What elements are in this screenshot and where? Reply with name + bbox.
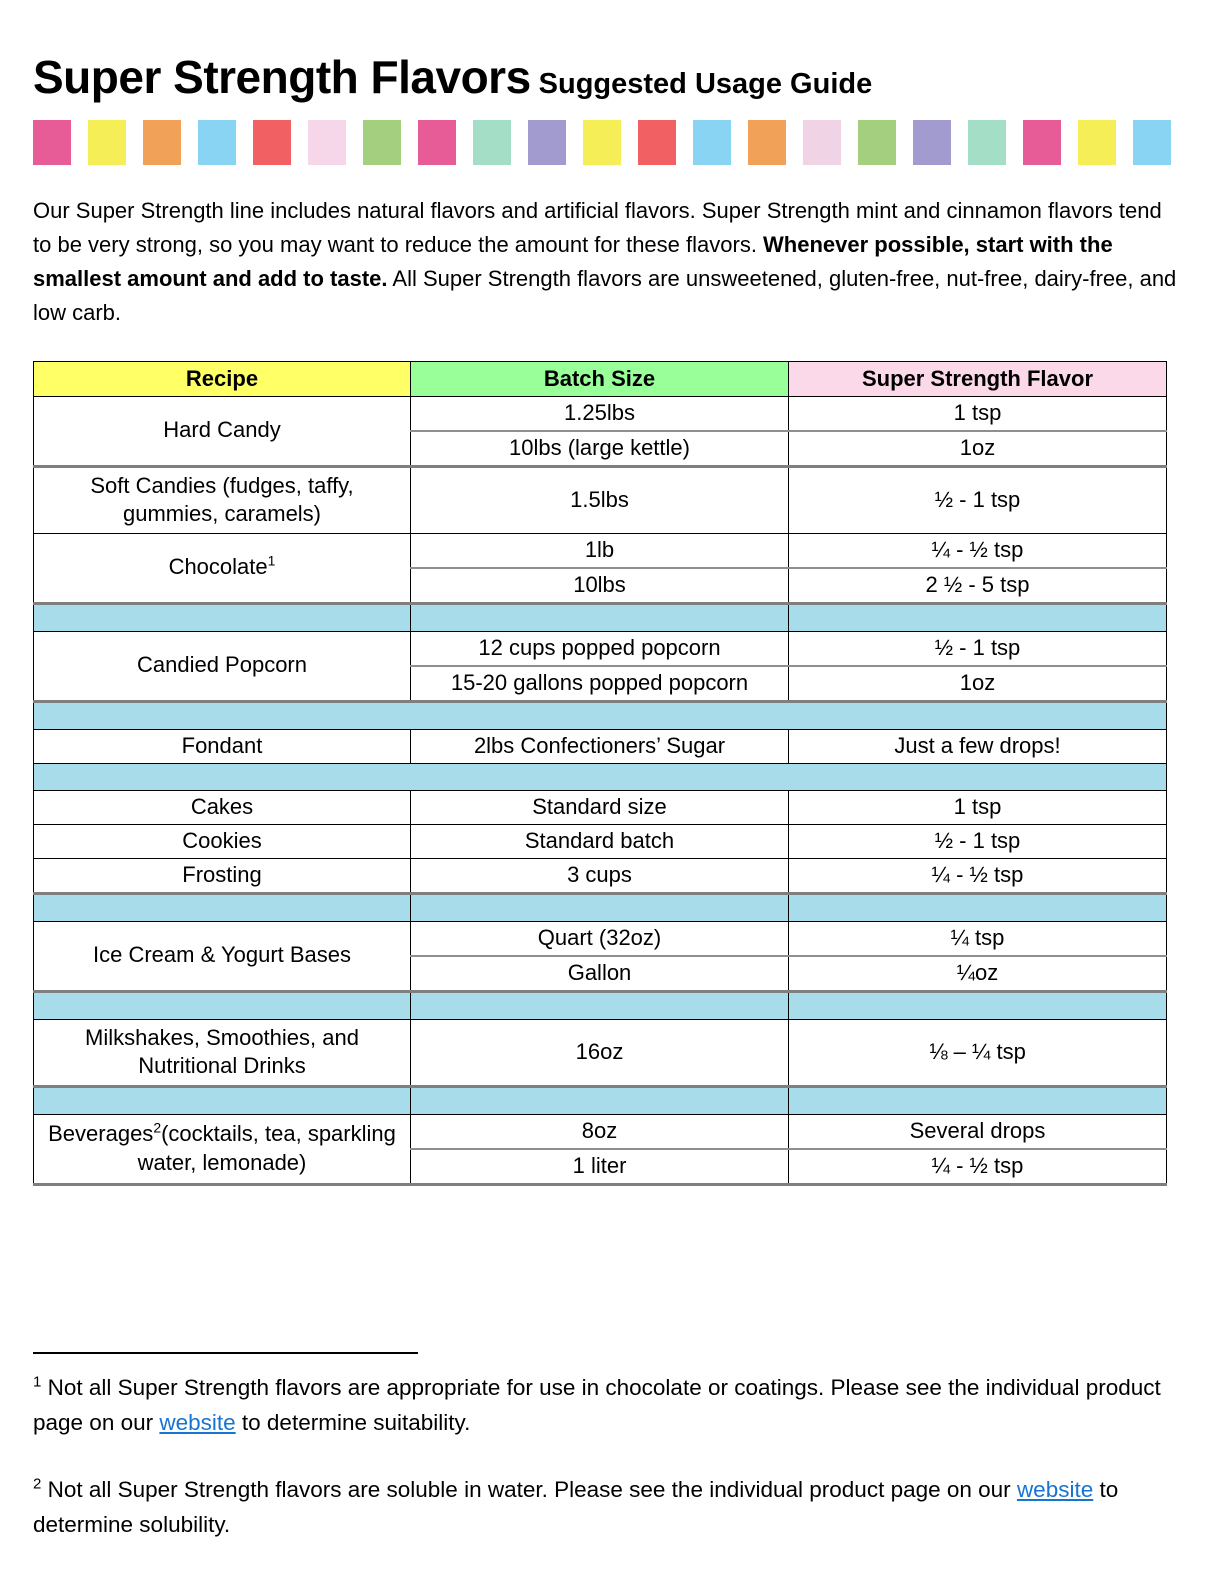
color-square bbox=[803, 120, 841, 165]
batch-size-cell: 1.5lbs bbox=[411, 466, 789, 533]
spacer-cell bbox=[789, 1086, 1167, 1114]
website-link[interactable]: website bbox=[1016, 1476, 1094, 1502]
flavor-cell: 1 tsp bbox=[789, 790, 1167, 824]
spacer-row bbox=[34, 603, 1167, 631]
color-square bbox=[638, 120, 676, 165]
table-row bbox=[34, 1019, 1167, 1086]
batch-size-cell: Quart (32oz) bbox=[411, 921, 789, 956]
batch-size-cell: 1 liter bbox=[411, 1149, 789, 1185]
spacer-cell bbox=[789, 603, 1167, 631]
batch-size-cell: 1.25lbs bbox=[411, 396, 789, 431]
color-square bbox=[143, 120, 181, 165]
spacer-cell bbox=[34, 893, 411, 921]
spacer-cell bbox=[34, 701, 1167, 729]
footnote-ref-1: 1 bbox=[267, 552, 276, 569]
page-title bbox=[33, 52, 1181, 103]
color-square bbox=[968, 120, 1006, 165]
batch-size-cell: 3 cups bbox=[411, 858, 789, 893]
flavor-cell: ¼ - ½ tsp bbox=[789, 533, 1167, 568]
color-square bbox=[1078, 120, 1116, 165]
flavor-cell: ½ - 1 tsp bbox=[789, 466, 1167, 533]
recipe-cell: Milkshakes, Smoothies, and Nutritional Drinks bbox=[34, 1019, 411, 1086]
recipe-cell: Hard Candy bbox=[34, 396, 411, 466]
flavor-cell: Several drops bbox=[789, 1114, 1167, 1149]
batch-size-cell: 10lbs bbox=[411, 568, 789, 604]
recipe-text-rest: (cocktails, tea, sparkling water, lemonade) bbox=[137, 1121, 396, 1175]
spacer-cell bbox=[411, 893, 789, 921]
flavor-cell: ¼ tsp bbox=[789, 921, 1167, 956]
table-row bbox=[34, 396, 1167, 431]
spacer-row bbox=[34, 763, 1167, 790]
color-square bbox=[1023, 120, 1061, 165]
intro-text-2: All Super Strength flavors are unsweetened, gluten-free, nut-free, dairy-free, and low carb. bbox=[33, 265, 1177, 325]
column-header-batch-size: Batch Size bbox=[411, 361, 789, 396]
batch-size-cell: Standard size bbox=[411, 790, 789, 824]
color-square bbox=[88, 120, 126, 165]
batch-size-cell: 12 cups popped popcorn bbox=[411, 631, 789, 666]
intro-paragraph bbox=[33, 194, 1181, 330]
flavor-cell: ¼oz bbox=[789, 956, 1167, 992]
color-square bbox=[528, 120, 566, 165]
color-square bbox=[1133, 120, 1171, 165]
recipe-cell bbox=[34, 533, 411, 603]
flavor-cell: Just a few drops! bbox=[789, 729, 1167, 763]
title-subtitle: Suggested Usage Guide bbox=[538, 68, 873, 100]
recipe-cell: Frosting bbox=[34, 858, 411, 893]
spacer-cell bbox=[789, 991, 1167, 1019]
spacer-cell bbox=[411, 603, 789, 631]
spacer-cell bbox=[34, 991, 411, 1019]
usage-table bbox=[33, 361, 1167, 1186]
recipe-cell: Candied Popcorn bbox=[34, 631, 411, 701]
table-row bbox=[34, 921, 1167, 956]
color-square bbox=[363, 120, 401, 165]
column-header-flavor: Super Strength Flavor bbox=[789, 361, 1167, 396]
flavor-cell: ½ - 1 tsp bbox=[789, 824, 1167, 858]
batch-size-cell: 1lb bbox=[411, 533, 789, 568]
flavor-cell: 1oz bbox=[789, 431, 1167, 467]
recipe-cell: Fondant bbox=[34, 729, 411, 763]
recipe-cell: Ice Cream & Yogurt Bases bbox=[34, 921, 411, 991]
color-bar bbox=[33, 120, 1181, 165]
table-row bbox=[34, 533, 1167, 568]
table-row bbox=[34, 824, 1167, 858]
spacer-cell bbox=[34, 763, 1167, 790]
flavor-cell: ¼ - ½ tsp bbox=[789, 1149, 1167, 1185]
color-square bbox=[308, 120, 346, 165]
spacer-cell bbox=[34, 1086, 411, 1114]
color-square bbox=[418, 120, 456, 165]
recipe-text: Beverages bbox=[48, 1121, 154, 1146]
batch-size-cell: 16oz bbox=[411, 1019, 789, 1086]
flavor-cell: 1 tsp bbox=[789, 396, 1167, 431]
flavor-cell: ⅛ – ¼ tsp bbox=[789, 1019, 1167, 1086]
table-row bbox=[34, 729, 1167, 763]
batch-size-cell: Standard batch bbox=[411, 824, 789, 858]
footnote-marker-1: 1 bbox=[33, 1373, 42, 1391]
table-row bbox=[34, 631, 1167, 666]
footnote-divider bbox=[33, 1352, 418, 1354]
color-square bbox=[198, 120, 236, 165]
spacer-cell bbox=[411, 991, 789, 1019]
recipe-cell: Cookies bbox=[34, 824, 411, 858]
color-square bbox=[473, 120, 511, 165]
color-square bbox=[693, 120, 731, 165]
color-square bbox=[858, 120, 896, 165]
spacer-cell bbox=[789, 893, 1167, 921]
recipe-cell bbox=[34, 1114, 411, 1184]
footnote-2 bbox=[33, 1472, 1181, 1542]
footnote-text: Not all Super Strength flavors are appropriate for use in chocolate or coatings. Please see the individual product page on our bbox=[33, 1374, 1161, 1435]
recipe-text: Chocolate bbox=[168, 554, 268, 580]
color-square bbox=[913, 120, 951, 165]
batch-size-cell: 10lbs (large kettle) bbox=[411, 431, 789, 467]
batch-size-cell: 2lbs Confectioners’ Sugar bbox=[411, 729, 789, 763]
footnote-text: to determine suitability. bbox=[235, 1409, 471, 1435]
color-square bbox=[33, 120, 71, 165]
footnote-1 bbox=[33, 1370, 1181, 1440]
intro-text-1: Our Super Strength line includes natural flavors and artificial flavors. Super Strength mint and cinnamon flavors tend to be very strong, so you may want to reduce the amount for these flavors. bbox=[33, 197, 1162, 257]
intro-bold-text: Whenever possible, start with the smallest amount and add to taste. bbox=[33, 231, 1113, 291]
table-row bbox=[34, 1114, 1167, 1149]
spacer-cell bbox=[34, 603, 411, 631]
recipe-cell: Cakes bbox=[34, 790, 411, 824]
footnote-ref-2: 2 bbox=[153, 1119, 162, 1136]
spacer-row bbox=[34, 893, 1167, 921]
color-square bbox=[583, 120, 621, 165]
spacer-row bbox=[34, 1086, 1167, 1114]
title-main: Super Strength Flavors bbox=[33, 51, 531, 103]
flavor-cell: ½ - 1 tsp bbox=[789, 631, 1167, 666]
batch-size-cell: 15-20 gallons popped popcorn bbox=[411, 666, 789, 702]
flavor-cell: 1oz bbox=[789, 666, 1167, 702]
spacer-cell bbox=[411, 1086, 789, 1114]
flavor-cell: 2 ½ - 5 tsp bbox=[789, 568, 1167, 604]
color-square bbox=[253, 120, 291, 165]
website-link[interactable]: website bbox=[159, 1409, 236, 1435]
footnote-marker-2: 2 bbox=[33, 1475, 42, 1493]
color-square bbox=[748, 120, 786, 165]
table-header-row bbox=[34, 361, 1167, 396]
batch-size-cell: 8oz bbox=[411, 1114, 789, 1149]
table-row bbox=[34, 790, 1167, 824]
spacer-row bbox=[34, 701, 1167, 729]
flavor-cell: ¼ - ½ tsp bbox=[789, 858, 1167, 893]
footnote-text: to determine solubility. bbox=[33, 1476, 1119, 1537]
recipe-cell: Soft Candies (fudges, taffy, gummies, caramels) bbox=[34, 466, 411, 533]
footnote-text: Not all Super Strength flavors are soluble in water. Please see the individual product page on our bbox=[41, 1476, 1017, 1502]
column-header-recipe: Recipe bbox=[34, 361, 411, 396]
table-row bbox=[34, 858, 1167, 893]
table-row bbox=[34, 466, 1167, 533]
spacer-row bbox=[34, 991, 1167, 1019]
batch-size-cell: Gallon bbox=[411, 956, 789, 992]
